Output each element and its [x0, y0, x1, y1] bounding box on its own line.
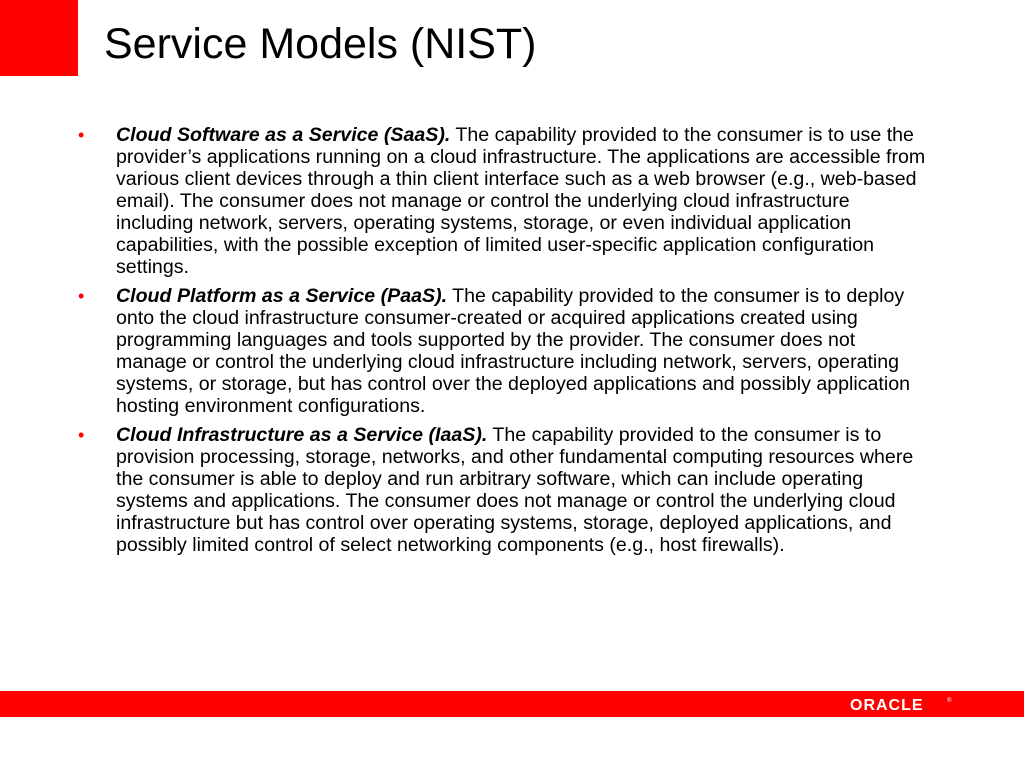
oracle-logo — [850, 694, 960, 714]
bullet-item-saas — [78, 124, 928, 278]
bullet-term: Cloud Software as a Service (SaaS). — [116, 124, 451, 146]
footer-band — [0, 691, 1024, 717]
slide-title: Service Models (NIST) — [104, 20, 537, 68]
svg-text:ORACLE: ORACLE — [850, 697, 924, 714]
bullet-dot-icon: • — [78, 425, 85, 445]
bullet-text: The capability provided to the consumer is to provision processing, storage, networks, and other fundamental computing resources where the consumer is able to deploy and run arbitrary software, which can include operating systems and applications. The consumer does not manage or control the underlying cloud infrastructure but has control over operating systems, storage, deployed applications, and possibly limited control of select networking components (e.g., host firewalls). — [116, 424, 914, 556]
bullet-list — [78, 124, 928, 563]
bullet-dot-icon: • — [78, 286, 85, 306]
bullet-text: The capability provided to the consumer is to use the provider’s applications running on a cloud infrastructure. The applications are accessible from various client devices through a thin client interface such as a web browser (e.g., web-based email). The consumer does not manage or control the underlying cloud infrastructure including network, servers, operating systems, storage, or even individual application capabilities, with the possible exception of limited user-specific application configuration settings. — [116, 124, 926, 278]
bullet-term: Cloud Platform as a Service (PaaS). — [116, 285, 448, 307]
bullet-dot-icon: • — [78, 125, 85, 145]
header-accent-block — [0, 0, 78, 76]
bullet-item-iaas — [78, 424, 928, 556]
bullet-item-paas — [78, 285, 928, 417]
bullet-text: The capability provided to the consumer is to deploy onto the cloud infrastructure consumer-created or acquired applications created using programming languages and tools supported by the provider. The consumer does not manage or control the underlying cloud infrastructure including network, servers, operating systems, or storage, but has control over the deployed applications and possibly application hosting environment configurations. — [116, 285, 911, 417]
svg-text:®: ® — [947, 698, 952, 704]
bullet-term: Cloud Infrastructure as a Service (IaaS). — [116, 424, 488, 446]
